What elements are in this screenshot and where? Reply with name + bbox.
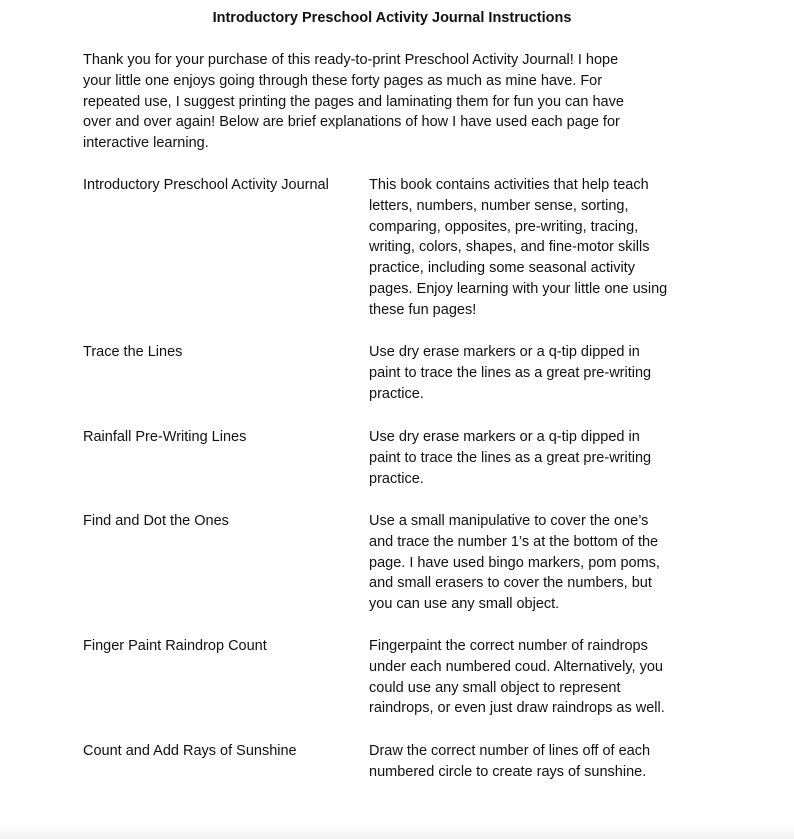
activity-name: Trace the Lines — [83, 344, 183, 360]
description-line: practice. — [369, 385, 424, 402]
description-line: raindrops, or even just draw raindrops as well. — [369, 700, 665, 717]
activity-name: Finger Paint Raindrop Count — [83, 638, 267, 654]
description-line: and small erasers to cover the numbers, but — [369, 575, 652, 592]
description-line: Use dry erase markers or a q-tip dipped in — [369, 344, 640, 360]
intro-line: interactive learning. — [83, 135, 209, 152]
description-line: Fingerpaint the correct number of raindrops — [369, 638, 648, 654]
intro-line: over and over again! Below are brief explanations of how I have used each page for — [83, 114, 620, 131]
activity-name: Find and Dot the Ones — [83, 513, 229, 529]
description-line: under each numbered coud. Alternatively, you — [369, 658, 663, 675]
activity-name: Introductory Preschool Activity Journal — [83, 177, 329, 193]
description-line: paint to trace the lines as a great pre-writing — [369, 364, 652, 381]
intro-line: Thank you for your purchase of this ready-to-print Preschool Activity Journal! I hope — [83, 52, 619, 68]
activity-name: Count and Add Rays of Sunshine — [83, 743, 297, 759]
page-title: Introductory Preschool Activity Journal Instructions — [212, 10, 572, 26]
description-line: practice. — [369, 470, 424, 487]
description-line: and trace the number 1’s at the bottom of the — [369, 533, 659, 550]
description-line: This book contains activities that help teach — [369, 177, 649, 193]
activity-description — [369, 175, 705, 321]
description-line: paint to trace the lines as a great pre-writing — [369, 449, 652, 466]
description-line: comparing, opposites, pre-writing, tracing, — [369, 218, 639, 235]
description-line: practice, including some seasonal activity — [369, 260, 635, 277]
activity-description — [369, 342, 705, 404]
description-line: Use dry erase markers or a q-tip dipped in — [369, 429, 640, 445]
activity-description — [369, 636, 705, 719]
activity-description — [369, 427, 705, 489]
description-line: you can use any small object. — [369, 596, 560, 613]
intro-paragraph — [83, 50, 713, 154]
activity-name: Rainfall Pre-Writing Lines — [83, 429, 247, 445]
description-line: page. I have used bingo markers, pom poms, — [369, 554, 660, 571]
intro-line: repeated use, I suggest printing the pages and laminating them for fun you can have — [83, 93, 624, 110]
description-line: these fun pages! — [369, 301, 477, 318]
activity-description — [369, 511, 705, 615]
description-line: letters, numbers, number sense, sorting, — [369, 197, 629, 214]
activity-description — [369, 741, 705, 783]
description-line: Draw the correct number of lines off of each — [369, 743, 651, 759]
description-line: Use a small manipulative to cover the one’s — [369, 513, 649, 529]
description-line: numbered circle to create rays of sunshine. — [369, 763, 647, 780]
description-line: writing, colors, shapes, and fine-motor skills — [369, 239, 650, 256]
description-line: pages. Enjoy learning with your little one using — [369, 280, 668, 297]
description-line: could use any small object to represent — [369, 679, 621, 696]
intro-line: your little one enjoys going through these forty pages as much as mine have. For — [83, 72, 603, 89]
page-bottom-edge — [0, 823, 794, 839]
